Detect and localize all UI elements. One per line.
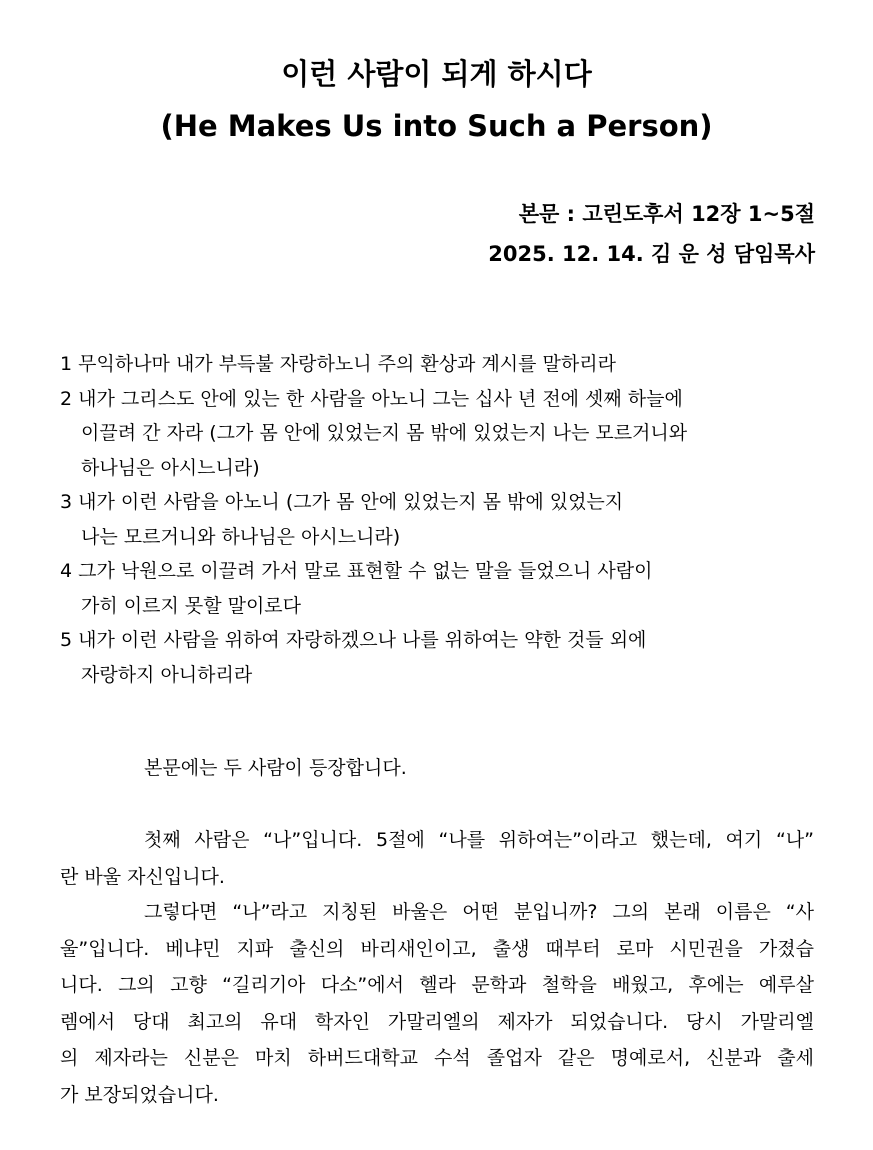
paragraph-line: 의 제자라는 신분은 마치 하버드대학교 수석 졸업자 같은 명예로서, 신분과 출세 <box>60 1047 814 1069</box>
paragraph-line: 렘에서 당대 최고의 유대 학자인 가말리엘의 제자가 되었습니다. 당시 가말리엘 <box>60 1010 814 1033</box>
verse-2-line-3: 하나님은 아시느니라) <box>81 456 260 479</box>
body-paragraph-2 <box>60 822 814 895</box>
verse-2-line-2: 이끌려 간 자라 (그가 몸 안에 있었는지 몸 밖에 있었는지 나는 모르거니와 <box>81 422 688 444</box>
body-paragraph-3 <box>60 894 814 1113</box>
date-and-preacher: 2025. 12. 14. 김 운 성 담임목사 <box>488 242 815 266</box>
verse-3-line-2: 나는 모르거니와 하나님은 아시느니라) <box>81 525 401 548</box>
verse-2-line-1: 2 내가 그리스도 안에 있는 한 사람을 아노니 그는 십사 년 전에 셋째 하늘에 <box>60 387 683 410</box>
paragraph-line: 니다. 그의 고향 “길리기아 다소”에서 헬라 문학과 철학을 배웠고, 후에는 예루살 <box>60 974 814 996</box>
paragraph-line: 그렇다면 “나”라고 지칭된 바울은 어떤 분입니까? 그의 본래 이름은 “사 <box>144 901 814 923</box>
paragraph-line: 본문에는 두 사람이 등장합니다. <box>144 757 407 779</box>
verse-5-line-1: 5 내가 이런 사람을 위하여 자랑하겠으나 나를 위하여는 약한 것들 외에 <box>60 629 647 651</box>
paragraph-line: 첫째 사람은 “나”입니다. 5절에 “나를 위하여는”이라고 했는데, 여기 “나” <box>144 829 814 851</box>
body-paragraph-1 <box>60 750 814 787</box>
verse-4-line-2: 가히 이르지 못할 말이로다 <box>81 594 302 617</box>
scripture-verses <box>60 347 840 692</box>
verse-3-line-1: 3 내가 이런 사람을 아노니 (그가 몸 안에 있었는지 몸 밖에 있었는지 <box>60 491 624 513</box>
sermon-title-korean: 이런 사람이 되게 하시다 <box>281 57 592 91</box>
sermon-title-english: (He Makes Us into Such a Person) <box>160 109 713 143</box>
verse-4-line-1: 4 그가 낙원으로 이끌려 가서 말로 표현할 수 없는 말을 들었으니 사람이 <box>60 560 653 582</box>
verse-5-line-2: 자랑하지 아니하리라 <box>81 663 253 686</box>
paragraph-line: 가 보장되었습니다. <box>60 1083 219 1106</box>
scripture-reference: 본문 : 고린도후서 12장 1~5절 <box>518 202 815 226</box>
paragraph-line: 울”입니다. 베냐민 지파 출신의 바리새인이고, 출생 때부터 로마 시민권을 가졌습 <box>60 937 814 960</box>
paragraph-line: 란 바울 자신입니다. <box>60 865 225 888</box>
verse-1-line-1: 1 무익하나마 내가 부득불 자랑하노니 주의 환상과 계시를 말하리라 <box>60 353 616 375</box>
